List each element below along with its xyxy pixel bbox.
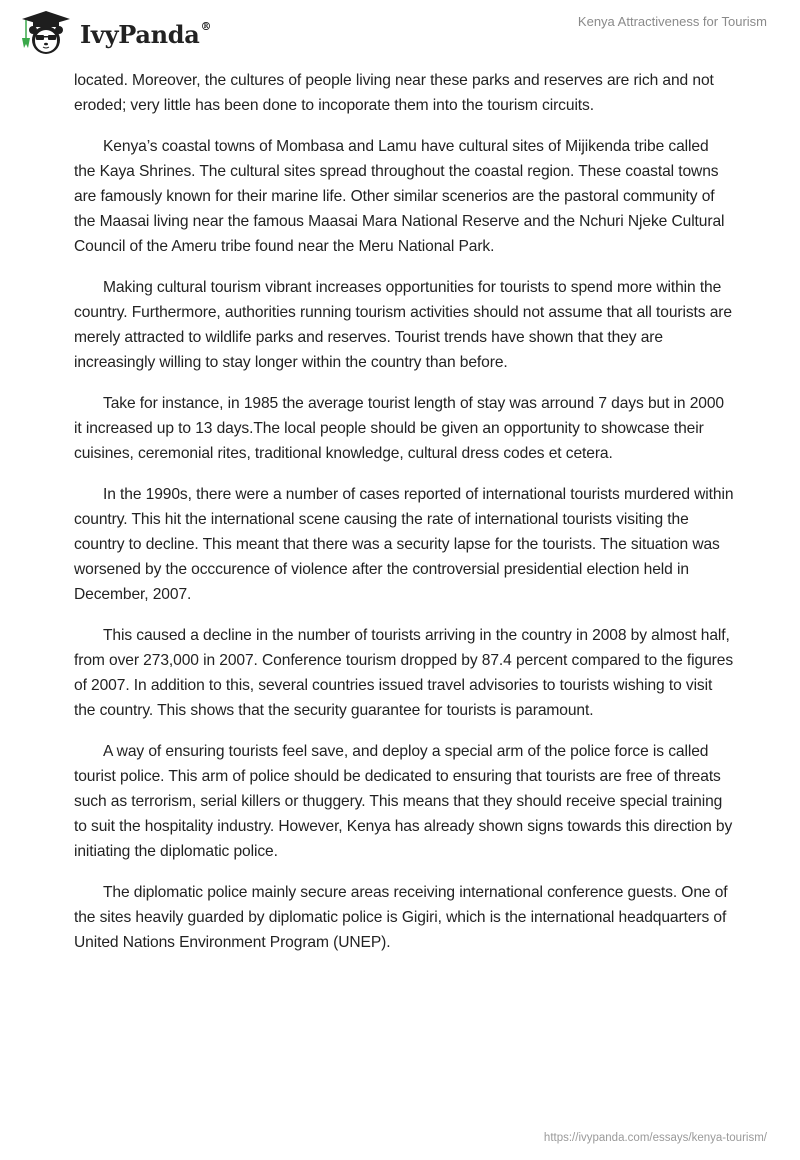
paragraph: Kenya’s coastal towns of Mombasa and Lamu have cultural sites of Mijikenda tribe called the Kaya Shrines. The cultural sites spread throughout the coastal region. These coastal towns are famously known for their marine life. Other similar scenerios are the pastoral community of the Maasai living near the famous Maasai Mara National Reserve and the Nchuri Njeke Cultural Council of the Ameru tribe found near the Meru National Park.: [74, 138, 725, 255]
registered-mark: ®: [200, 19, 212, 33]
paragraph: This caused a decline in the number of tourists arriving in the country in 2008 by almost half, from over 273,000 in 2007. Conference tourism dropped by 87.4 percent compared to the figures of 2007. In addition to this, several countries issued travel advisories to tourists wishing to visit the country. This shows that the security guarantee for tourists is paramount.: [74, 627, 734, 719]
page-header: [0, 0, 800, 60]
paragraph: In the 1990s, there were a number of cases reported of international tourists murdered within country. This hit the international scene causing the rate of international tourists visiting the country to decline. This meant that there was a security lapse for the tourists. The situation was worsened by the occcurence of violence after the controversial presidential election held in December, 2007.: [74, 486, 734, 603]
brand-name: IvyPanda®: [80, 19, 212, 49]
source-url-link[interactable]: https://ivypanda.com/essays/kenya-tourism/: [543, 1132, 767, 1144]
paragraph: The diplomatic police mainly secure areas receiving international conference guests. One of the sites heavily guarded by diplomatic police is Gigiri, which is the international headquarters of United Nations Environment Program (UNEP).: [74, 884, 728, 951]
document-title: Kenya Attractiveness for Tourism: [577, 14, 767, 29]
paragraph: located. Moreover, the cultures of people living near these parks and reserves are rich and not eroded; very little has been done to incoporate them into the tourism circuits.: [74, 72, 714, 114]
paragraph: A way of ensuring tourists feel save, and deploy a special arm of the police force is called tourist police. This arm of police should be dedicated to ensuring that tourists are free of threats such as terrorism, serial killers or thuggery. This means that they should receive special training to suit the hospitality industry. However, Kenya has already shown signs towards this direction by initiating the diplomatic police.: [74, 743, 733, 860]
paragraph: Making cultural tourism vibrant increases opportunities for tourists to spend more within the country. Furthermore, authorities running tourism activities should not assume that all tourists are merely attracted to wildlife parks and reserves. Tourist trends have shown that they are increasingly willing to stay longer within the country than before.: [74, 279, 732, 371]
ivypanda-logo[interactable]: [16, 8, 211, 56]
panda-graduate-icon: [16, 8, 74, 56]
paragraph: Take for instance, in 1985 the average tourist length of stay was arround 7 days but in 2000 it increased up to 13 days.The local people should be given an opportunity to showcase their cuisines, ceremonial rites, traditional knowledge, cultural dress codes et cetera.: [74, 395, 725, 462]
essay-body: [74, 68, 734, 971]
